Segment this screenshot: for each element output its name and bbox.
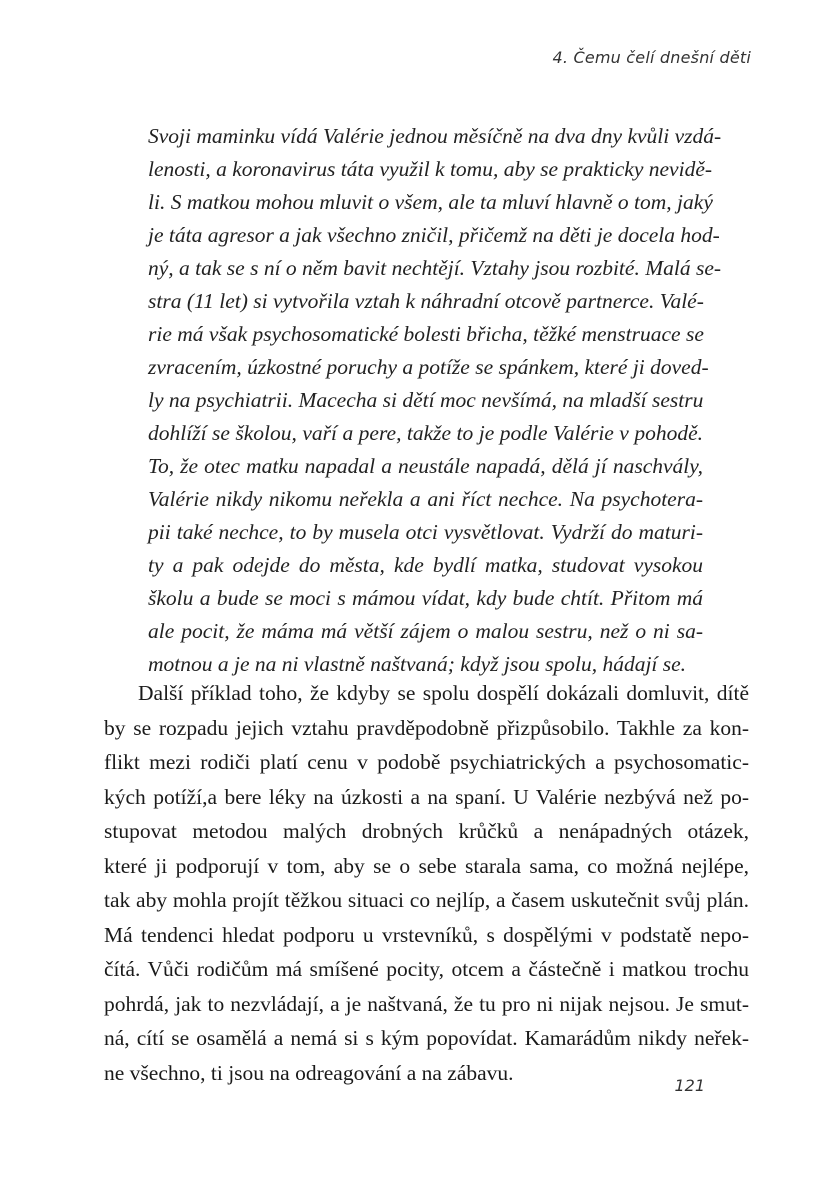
quote-line: rie má však psychosomatické bolesti břicha, těžké menstruace se <box>148 322 704 346</box>
body-paragraph <box>104 676 749 1090</box>
quote-line: ly na psychiatrii. Macecha si dětí moc nevšímá, na mladší sestru <box>148 388 704 412</box>
body-line: ná, cítí se osamělá a nemá si s kým popovídat. Kamarádům nikdy neřek- <box>104 1026 749 1050</box>
body-line: čítá. Vůči rodičům má smíšené pocity, otcem a částečně i matkou trochu <box>104 957 749 981</box>
running-header: 4. Čemu čelí dnešní děti <box>552 48 751 67</box>
quote-line: pii také nechce, to by musela otci vysvětlovat. Vydrží do maturi- <box>148 520 703 544</box>
body-line: flikt mezi rodiči platí cenu v podobě psychiatrických a psychosomatic- <box>104 750 749 774</box>
body-line: Další příklad toho, že kdyby se spolu dospělí dokázali domluvit, dítě <box>138 681 749 705</box>
body-line: kých potíží,a bere léky na úzkosti a na spaní. U Valérie nezbývá než po- <box>104 784 749 809</box>
quote-line: ale pocit, že máma má větší zájem o malou sestru, než o ni sa- <box>148 619 703 643</box>
body-line: pohrdá, jak to nezvládají, a je naštvaná, že tu pro ni nijak nejsou. Je smut- <box>104 991 749 1016</box>
quote-line: zvracením, úzkostné poruchy a potíže se spánkem, které ji doved- <box>148 355 709 379</box>
body-line: stupovat metodou malých drobných krůčků a nenápadných otázek, <box>104 819 749 843</box>
quote-line: motnou a je na ni vlastně naštvaná; když jsou spolu, hádají se. <box>148 652 687 676</box>
body-line: Má tendenci hledat podporu u vrstevníků, s dospělými v podstatě nepo- <box>104 922 749 947</box>
quote-line: lenosti, a koronavirus táta využil k tomu, aby se prakticky nevidě- <box>148 157 713 181</box>
body-line: ne všechno, ti jsou na odreagování a na zábavu. <box>104 1060 514 1085</box>
quote-line: školu a bude se moci s mámou vídat, kdy bude chtít. Přitom má <box>148 586 703 610</box>
quote-line: To, že otec matku napadal a neustále napadá, dělá jí naschvály, <box>148 454 703 478</box>
quote-line: ný, a tak se s ní o něm bavit nechtějí. Vztahy jsou rozbité. Malá se- <box>148 256 722 280</box>
quote-line: li. S matkou mohou mluvit o všem, ale ta mluví hlavně o tom, jaký <box>148 190 713 214</box>
quote-line: je táta agresor a jak všechno zničil, přičemž na děti je docela hod- <box>148 223 720 247</box>
case-study-quote <box>148 120 722 681</box>
body-line: tak aby mohla projít těžkou situaci co nejlíp, a časem uskutečnit svůj plán. <box>104 888 749 912</box>
body-line: by se rozpadu jejich vztahu pravděpodobně přizpůsobilo. Takhle za kon- <box>104 715 749 740</box>
quote-line: ty a pak odejde do města, kde bydlí matka, studovat vysokou <box>148 553 703 577</box>
quote-line: stra (11 let) si vytvořila vztah k náhradní otcově partnerce. Valé- <box>148 289 704 313</box>
body-line: které ji podporují v tom, aby se o sebe starala sama, co možná nejlépe, <box>104 853 749 878</box>
quote-line: Valérie nikdy nikomu neřekla a ani říct nechce. Na psychotera- <box>148 487 703 511</box>
quote-line: dohlíží se školou, vaří a pere, takže to je podle Valérie v pohodě. <box>148 421 703 445</box>
page-number: 121 <box>674 1076 705 1095</box>
quote-line: Svoji maminku vídá Valérie jednou měsíčně na dva dny kvůli vzdá- <box>148 124 722 148</box>
